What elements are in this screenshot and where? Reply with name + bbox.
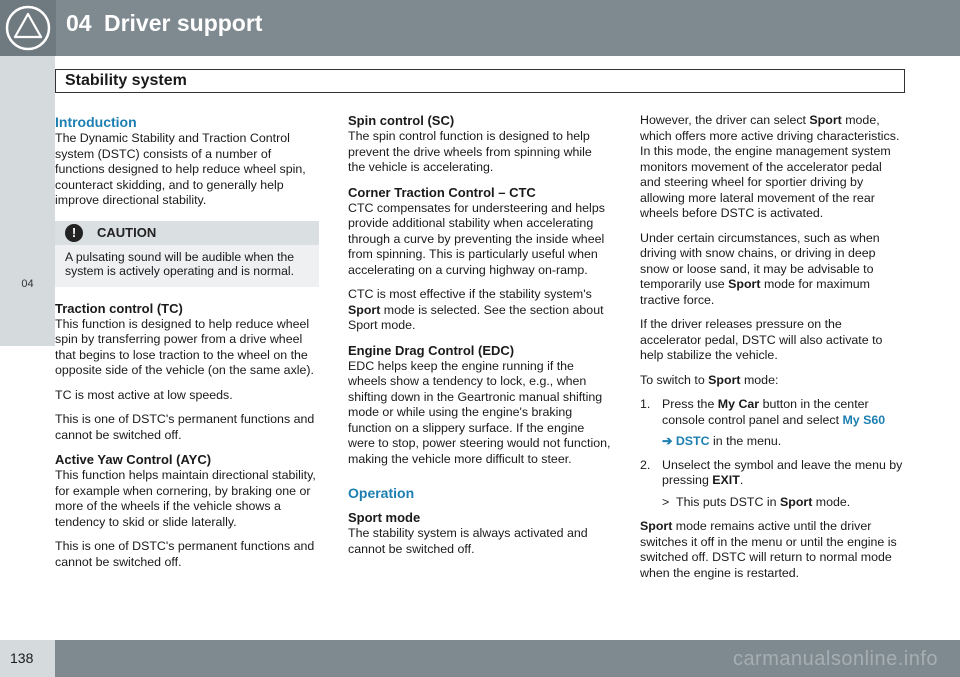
sport-paragraph-3: If the driver releases pressure on the accelerator pedal, DSTC will also activate to help stabilize the vehicle. (640, 317, 883, 362)
sport-mode-heading: Sport mode (348, 510, 421, 525)
ayc-text-2: This is one of DSTC's permanent functions and cannot be switched off. (55, 539, 315, 569)
text-part: mode. (812, 494, 851, 509)
text-part: mode remains active until the driver switches it off in the menu or until the engine is switched off. DSTC will return to normal mode when the engine is restarted. (640, 519, 897, 580)
column-2 (348, 113, 612, 566)
step-1-menu-path (662, 434, 904, 450)
step-2 (640, 458, 904, 511)
edc-text: EDC helps keep the engine running if the wheels show a tendency to lock, e.g., when shifting down in the Geartronic manual shifting mode or while using the engine's braking function on a slippery surface. If the engine were to stop, power steering would not function, making the vehicle more difficult to steer. (348, 358, 611, 466)
result-marker: > (662, 494, 670, 509)
text-part: Under certain circumstances, such as when driving with snow chains, or driving in deep snow or loose sand, it may be advisable to temporarily use (640, 230, 880, 291)
exclamation-icon: ! (65, 224, 83, 242)
section-title: Stability system (65, 72, 187, 89)
edc-heading: Engine Drag Control (EDC) (348, 342, 515, 358)
caution-header (55, 221, 319, 245)
ctc-text: CTC compensates for understeering and helps provide additional stability when accelerating through a curve by preventing the inside wheel from spinning. This is particularly useful when accelerating on a curving highway on-ramp. (348, 200, 605, 277)
steps-list (640, 397, 904, 510)
tc-text: This function is designed to help reduce wheel spin by transferring power from a drive wheel that begins to lose traction to the wheel on the opposite side of the vehicle (on the same axle). (55, 316, 314, 377)
tc-heading: Traction control (TC) (55, 300, 183, 316)
sport-paragraph-5 (640, 519, 904, 581)
page-number-box (0, 640, 55, 677)
ctc-text-2 (348, 287, 612, 334)
introduction-text: The Dynamic Stability and Traction Control system (DSTC) consists of a number of functions designed to help reduce wheel spin, counteract skidding, and to generally help improve directional stability. (55, 131, 306, 207)
sport-paragraph-4 (640, 373, 904, 389)
header-bar (0, 0, 960, 56)
step-number: 1. (640, 397, 651, 411)
text-part: mode, which offers more active driving characteristics. In this mode, the engine management system monitors movement of the accelerator pedal and steering wheel for sportier driving by allowing more lateral movement of the rear wheels before DSTC is activated. (640, 113, 900, 220)
tc-text-3: This is one of DSTC's permanent functions and cannot be switched off. (55, 412, 315, 442)
text-part: mode: (740, 372, 779, 387)
ayc-text: This function helps maintain directional stability, for example when cornering, by braking one or more of the wheels if the vehicle shows a tendency to skid or slide laterally. (55, 468, 316, 529)
text-part: Unselect the symbol and leave the menu by pressing (662, 457, 903, 487)
text-bold: Sport (708, 372, 741, 387)
caution-box (55, 221, 319, 287)
watermark: carmanualsonline.info (732, 648, 938, 670)
chapter-side-tab (0, 56, 55, 346)
arrow-right-icon: ➔ (662, 434, 676, 448)
step-number: 2. (640, 457, 651, 472)
text-part: in the menu. (709, 434, 782, 448)
tc-text-2: TC is most active at low speeds. (55, 387, 233, 402)
sport-paragraph-1 (640, 113, 904, 222)
ayc-heading: Active Yaw Control (AYC) (55, 452, 212, 467)
ctc-text-2-part: CTC is most effective if the stability system's (348, 287, 592, 301)
text-part: mode for maximum tractive force. (640, 277, 870, 307)
section-bar (55, 69, 905, 93)
page-number: 138 (10, 650, 34, 666)
caution-title: CAUTION (97, 224, 157, 240)
text-bold: EXIT (712, 473, 740, 487)
text-bold: Sport (809, 113, 842, 127)
warning-icon (0, 0, 56, 56)
chapter-number: 04 (66, 10, 92, 36)
sc-heading: Spin control (SC) (348, 113, 455, 128)
column-3 (640, 113, 904, 590)
text-part: Press the (662, 397, 718, 411)
side-tab-label: 04 (21, 278, 34, 290)
menu-item-dstc: DSTC (675, 434, 710, 448)
text-part: This puts DSTC in (676, 494, 780, 509)
sc-text: The spin control function is designed to help prevent the drive wheels from spinning while the vehicle is accelerating. (348, 129, 592, 174)
sport-paragraph-2 (640, 231, 904, 309)
text-bold: Sport (640, 519, 673, 533)
text-bold: Sport (779, 494, 813, 509)
text-bold: My Car (717, 397, 760, 411)
step-1 (640, 397, 904, 450)
sport-mode-text: The stability system is always activated and cannot be switched off. (348, 526, 588, 556)
operation-heading: Operation (348, 485, 415, 501)
text-part: button in the center console control panel and select (662, 397, 869, 427)
chapter-heading (66, 10, 268, 37)
chapter-title: Driver support (103, 10, 263, 36)
column-1 (55, 113, 319, 579)
ctc-text-2-bold: Sport (348, 302, 381, 317)
introduction-heading: Introduction (55, 114, 137, 130)
text-part: However, the driver can select (640, 113, 810, 127)
text-part: . (739, 473, 744, 487)
ctc-heading: Corner Traction Control – CTC (348, 184, 536, 200)
menu-item-my-s60: My S60 (842, 412, 886, 427)
ctc-text-2-part: mode is selected. See the section about Sport mode. (348, 302, 604, 332)
warning-symbol-box (0, 0, 56, 56)
step-2-result (662, 495, 904, 511)
caution-text: A pulsating sound will be audible when the system is actively operating and is normal. (65, 249, 295, 278)
text-bold: Sport (728, 277, 761, 291)
text-part: To switch to (640, 372, 709, 387)
